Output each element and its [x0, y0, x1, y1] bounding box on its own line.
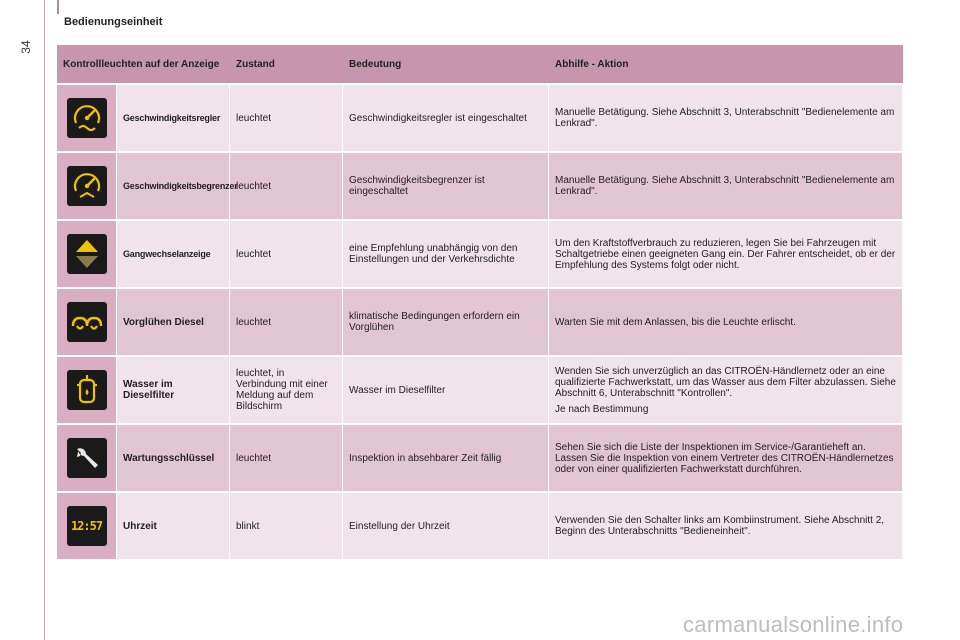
light-action: Sehen Sie sich die Liste der Inspektionen im Service-/Garantieheft an. Lassen Sie die Inspektion von einem Vertreter des CITROËN-Händlernetzes oder von einer qualifizierten Fachwerkstatt durchführen. [549, 425, 903, 491]
icon-cell [57, 289, 117, 355]
icon-cell [57, 357, 117, 423]
table-row [57, 85, 903, 151]
light-name: Wartungsschlüssel [117, 425, 230, 491]
clock-digits: 12:57 [70, 518, 103, 533]
light-action-cell [549, 357, 903, 423]
section-tab-marker [57, 0, 59, 14]
watermark: carmanualsonline.info [683, 612, 904, 637]
light-action: Warten Sie mit dem Anlassen, bis die Leuchte erlischt. [549, 289, 903, 355]
table-row [57, 425, 903, 491]
light-action: Manuelle Betätigung. Siehe Abschnitt 3, Unterabschnitt "Bedienelemente am Lenkrad". [549, 153, 903, 219]
light-name: Wasser im Dieselfilter [117, 357, 230, 423]
water-in-diesel-icon [67, 370, 107, 410]
gear-shift-indicator-icon [67, 234, 107, 274]
table-row [57, 221, 903, 287]
icon-cell [57, 493, 117, 559]
table-row [57, 357, 903, 423]
light-meaning: Inspektion in absehbarer Zeit fällig [343, 425, 549, 491]
light-meaning: klimatische Bedingungen erfordern ein Vorglühen [343, 289, 549, 355]
header-meaning: Bedeutung [343, 45, 549, 83]
light-meaning: Geschwindigkeitsbegrenzer ist eingeschaltet [343, 153, 549, 219]
table-row [57, 289, 903, 355]
header-warning-lights: Kontrollleuchten auf der Anzeige [57, 45, 230, 83]
table-row [57, 153, 903, 219]
light-action: Um den Kraftstoffverbrauch zu reduzieren, legen Sie bei Fahrzeugen mit Schaltgetriebe einen geeigneten Gang ein. Der Fahrer entscheidet, ob er der Empfehlung des Systems folgt oder nicht. [549, 221, 903, 287]
light-meaning: Einstellung der Uhrzeit [343, 493, 549, 559]
header-state: Zustand [230, 45, 343, 83]
speed-limiter-icon [67, 166, 107, 206]
header-action: Abhilfe - Aktion [549, 45, 903, 83]
light-name: Gangwechselanzeige [117, 221, 230, 287]
light-name: Geschwindigkeitsbegrenzer [117, 153, 230, 219]
light-action: Wenden Sie sich unverzüglich an das CITROËN-Händlernetz oder an eine qualifizierte Fachwerkstatt, um das Wasser aus dem Filter abzulassen. Siehe Abschnitt 6, Unterabschnitt "Kontrollen". [555, 365, 896, 399]
page-number: 34 [19, 40, 33, 54]
light-name: Vorglühen Diesel [117, 289, 230, 355]
light-state: leuchtet, in Verbindung mit einer Meldung auf dem Bildschirm [230, 357, 343, 423]
table-row [57, 493, 903, 559]
icon-cell [57, 221, 117, 287]
icon-cell [57, 153, 117, 219]
light-action: Manuelle Betätigung. Siehe Abschnitt 3, Unterabschnitt "Bedienelemente am Lenkrad". [549, 85, 903, 151]
page-margin-line [44, 0, 45, 640]
light-state: leuchtet [230, 221, 343, 287]
glow-plug-icon [67, 302, 107, 342]
light-meaning: Wasser im Dieselfilter [343, 357, 549, 423]
light-state: leuchtet [230, 153, 343, 219]
clock-display-icon [67, 506, 107, 546]
light-action-note: Je nach Bestimmung [555, 403, 649, 415]
cruise-control-icon [67, 98, 107, 138]
light-name: Geschwindigkeitsregler [117, 85, 230, 151]
light-name: Uhrzeit [117, 493, 230, 559]
light-state: leuchtet [230, 425, 343, 491]
warning-lights-table [57, 43, 903, 561]
light-state: blinkt [230, 493, 343, 559]
light-meaning: eine Empfehlung unabhängig von den Einstellungen und der Verkehrsdichte [343, 221, 549, 287]
table-header-row [57, 45, 903, 83]
light-action: Verwenden Sie den Schalter links am Kombiinstrument. Siehe Abschnitt 2, Beginn des Unterabschnitts "Bedieneinheit". [549, 493, 903, 559]
icon-cell [57, 85, 117, 151]
light-state: leuchtet [230, 289, 343, 355]
light-state: leuchtet [230, 85, 343, 151]
section-title: Bedienungseinheit [64, 16, 163, 28]
icon-cell [57, 425, 117, 491]
wrench-icon [67, 438, 107, 478]
light-meaning: Geschwindigkeitsregler ist eingeschaltet [343, 85, 549, 151]
